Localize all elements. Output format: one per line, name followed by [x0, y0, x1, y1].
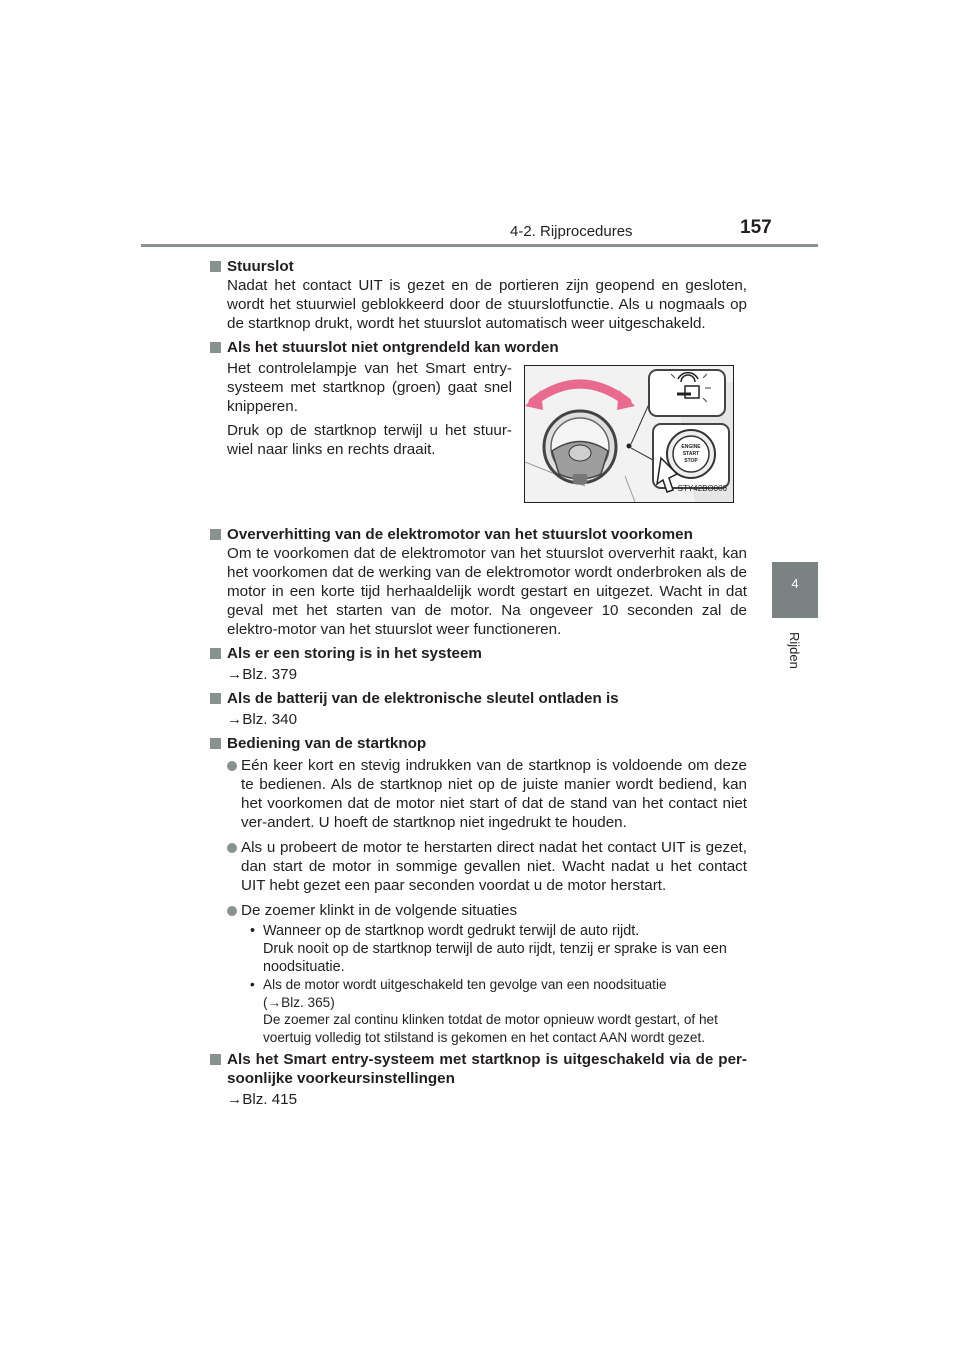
heading-text: Bediening van de startknop	[227, 735, 427, 752]
heading-square-icon	[210, 342, 221, 353]
bullet-text: Als u probeert de motor te herstarten direct nadat het contact UIT is gezet, dan start de motor in sommige gevallen niet. Wacht nadat u het contact UIT hebt gezet een paar seconden voordat u de motor herstart.	[241, 839, 747, 894]
section-heading	[210, 734, 747, 753]
figure-code: STY42BO006	[677, 484, 727, 493]
heading-square-icon	[210, 738, 221, 749]
bullet-text: Eén keer kort en stevig indrukken van de startknop is voldoende om deze te bedienen. Als de startknop niet op de juiste manier wordt bediend, kan het voorkomen dat de motor niet start of dat de stand van het contact niet ver-andert. U hoeft de startknop niet ingedrukt te houden.	[241, 757, 747, 831]
heading-square-icon	[210, 529, 221, 540]
sub-bullet-item	[250, 976, 747, 1046]
bullet-dot-icon	[227, 843, 237, 853]
section-body: Nadat het contact UIT is gezet en de portieren zijn geopend en gesloten, wordt het stuurwiel geblokkeerd door de stuurslotfunctie. Als u nogmaals op de startknop drukt, wordt het stuurslot automatisch weer uitgeschakeld.	[227, 277, 747, 332]
section-heading	[210, 257, 747, 276]
section-heading	[210, 644, 747, 663]
section-heading	[210, 338, 747, 357]
heading-text: Als het stuurslot niet ontgrendeld kan worden	[227, 339, 559, 356]
page-reference: →Blz. 340	[227, 711, 298, 728]
sub-bullet-item	[250, 922, 747, 976]
heading-text: Als de batterij van de elektronische sleutel ontladen is	[227, 690, 619, 707]
bullet-dot-icon	[227, 761, 237, 771]
heading-square-icon	[210, 648, 221, 659]
heading-text: Als er een storing is in het systeem	[227, 645, 482, 662]
page-number: 157	[740, 217, 772, 238]
page-header-section: 4-2. Rijprocedures	[510, 223, 633, 240]
figure-row	[210, 359, 747, 522]
chapter-number: 4	[791, 576, 799, 591]
section-heading	[210, 525, 747, 544]
figure-paragraph: Het controlelampje van het Smart entry-systeem met startknop (groen) gaat snel knipperen.	[227, 360, 512, 415]
bullet-item	[227, 838, 747, 895]
heading-square-icon	[210, 1054, 221, 1065]
bullet-item	[227, 756, 747, 832]
bullet-text: De zoemer klinkt in de volgende situaties	[241, 902, 518, 919]
sub-bullet-icon: •	[250, 977, 255, 992]
chapter-tab	[772, 562, 818, 618]
sub-bullet-icon: •	[250, 923, 256, 939]
bullet-dot-icon	[227, 906, 237, 916]
button-label-line: ENGINE	[681, 444, 701, 450]
heading-text: Oververhitting van de elektromotor van het stuurslot voorkomen	[227, 526, 693, 543]
sub-bullet-text: Als de motor wordt uitgeschakeld ten gevolge van een noodsituatie	[263, 977, 667, 992]
heading-text: Als het Smart entry-systeem met startknop is uitgeschakeld via de per-soonlijke voorkeursinstellingen	[227, 1051, 747, 1087]
sub-bullet-text: (→Blz. 365)	[263, 994, 335, 1010]
section-heading	[210, 689, 747, 708]
page-reference: →Blz. 379	[227, 666, 298, 683]
chapter-label-container	[788, 632, 804, 692]
steering-wheel-illustration	[524, 365, 734, 503]
page-content	[210, 254, 747, 1114]
button-label-line: STOP	[684, 458, 698, 464]
chapter-label: Rijden	[787, 632, 802, 669]
heading-text: Stuurslot	[227, 258, 294, 275]
button-label-line: START	[682, 451, 700, 457]
section-heading	[210, 1050, 747, 1088]
heading-square-icon	[210, 261, 221, 272]
page-reference: →Blz. 415	[227, 1091, 298, 1108]
section-body: Om te voorkomen dat de elektromotor van het stuurslot oververhit raakt, kan het voorkomen dat de werking van de elektromotor wordt onderbroken als de motor in een korte tijd herhaaldelijk wordt gestart en uitgezet. Wacht in dat geval met het starten van de motor. Na ongeveer 10 seconden zal de elektro-motor van het stuurslot weer functioneren.	[227, 545, 747, 638]
sub-bullet-text: Druk nooit op de startknop terwijl de auto rijdt, tenzij er sprake is van een noodsituatie.	[263, 941, 727, 975]
sub-bullet-text: De zoemer zal continu klinken totdat de motor opnieuw wordt gestart, of het voertuig volledig tot stilstand is gekomen en het contact AAN wordt gezet.	[263, 1012, 718, 1045]
figure-text	[227, 359, 512, 459]
header-rule	[141, 244, 818, 247]
bullet-item	[227, 901, 747, 920]
sub-bullet-text: Wanneer op de startknop wordt gedrukt terwijl de auto rijdt.	[263, 923, 640, 939]
heading-square-icon	[210, 693, 221, 704]
figure-paragraph: Druk op de startknop terwijl u het stuur-wiel naar links en rechts draait.	[227, 422, 512, 458]
